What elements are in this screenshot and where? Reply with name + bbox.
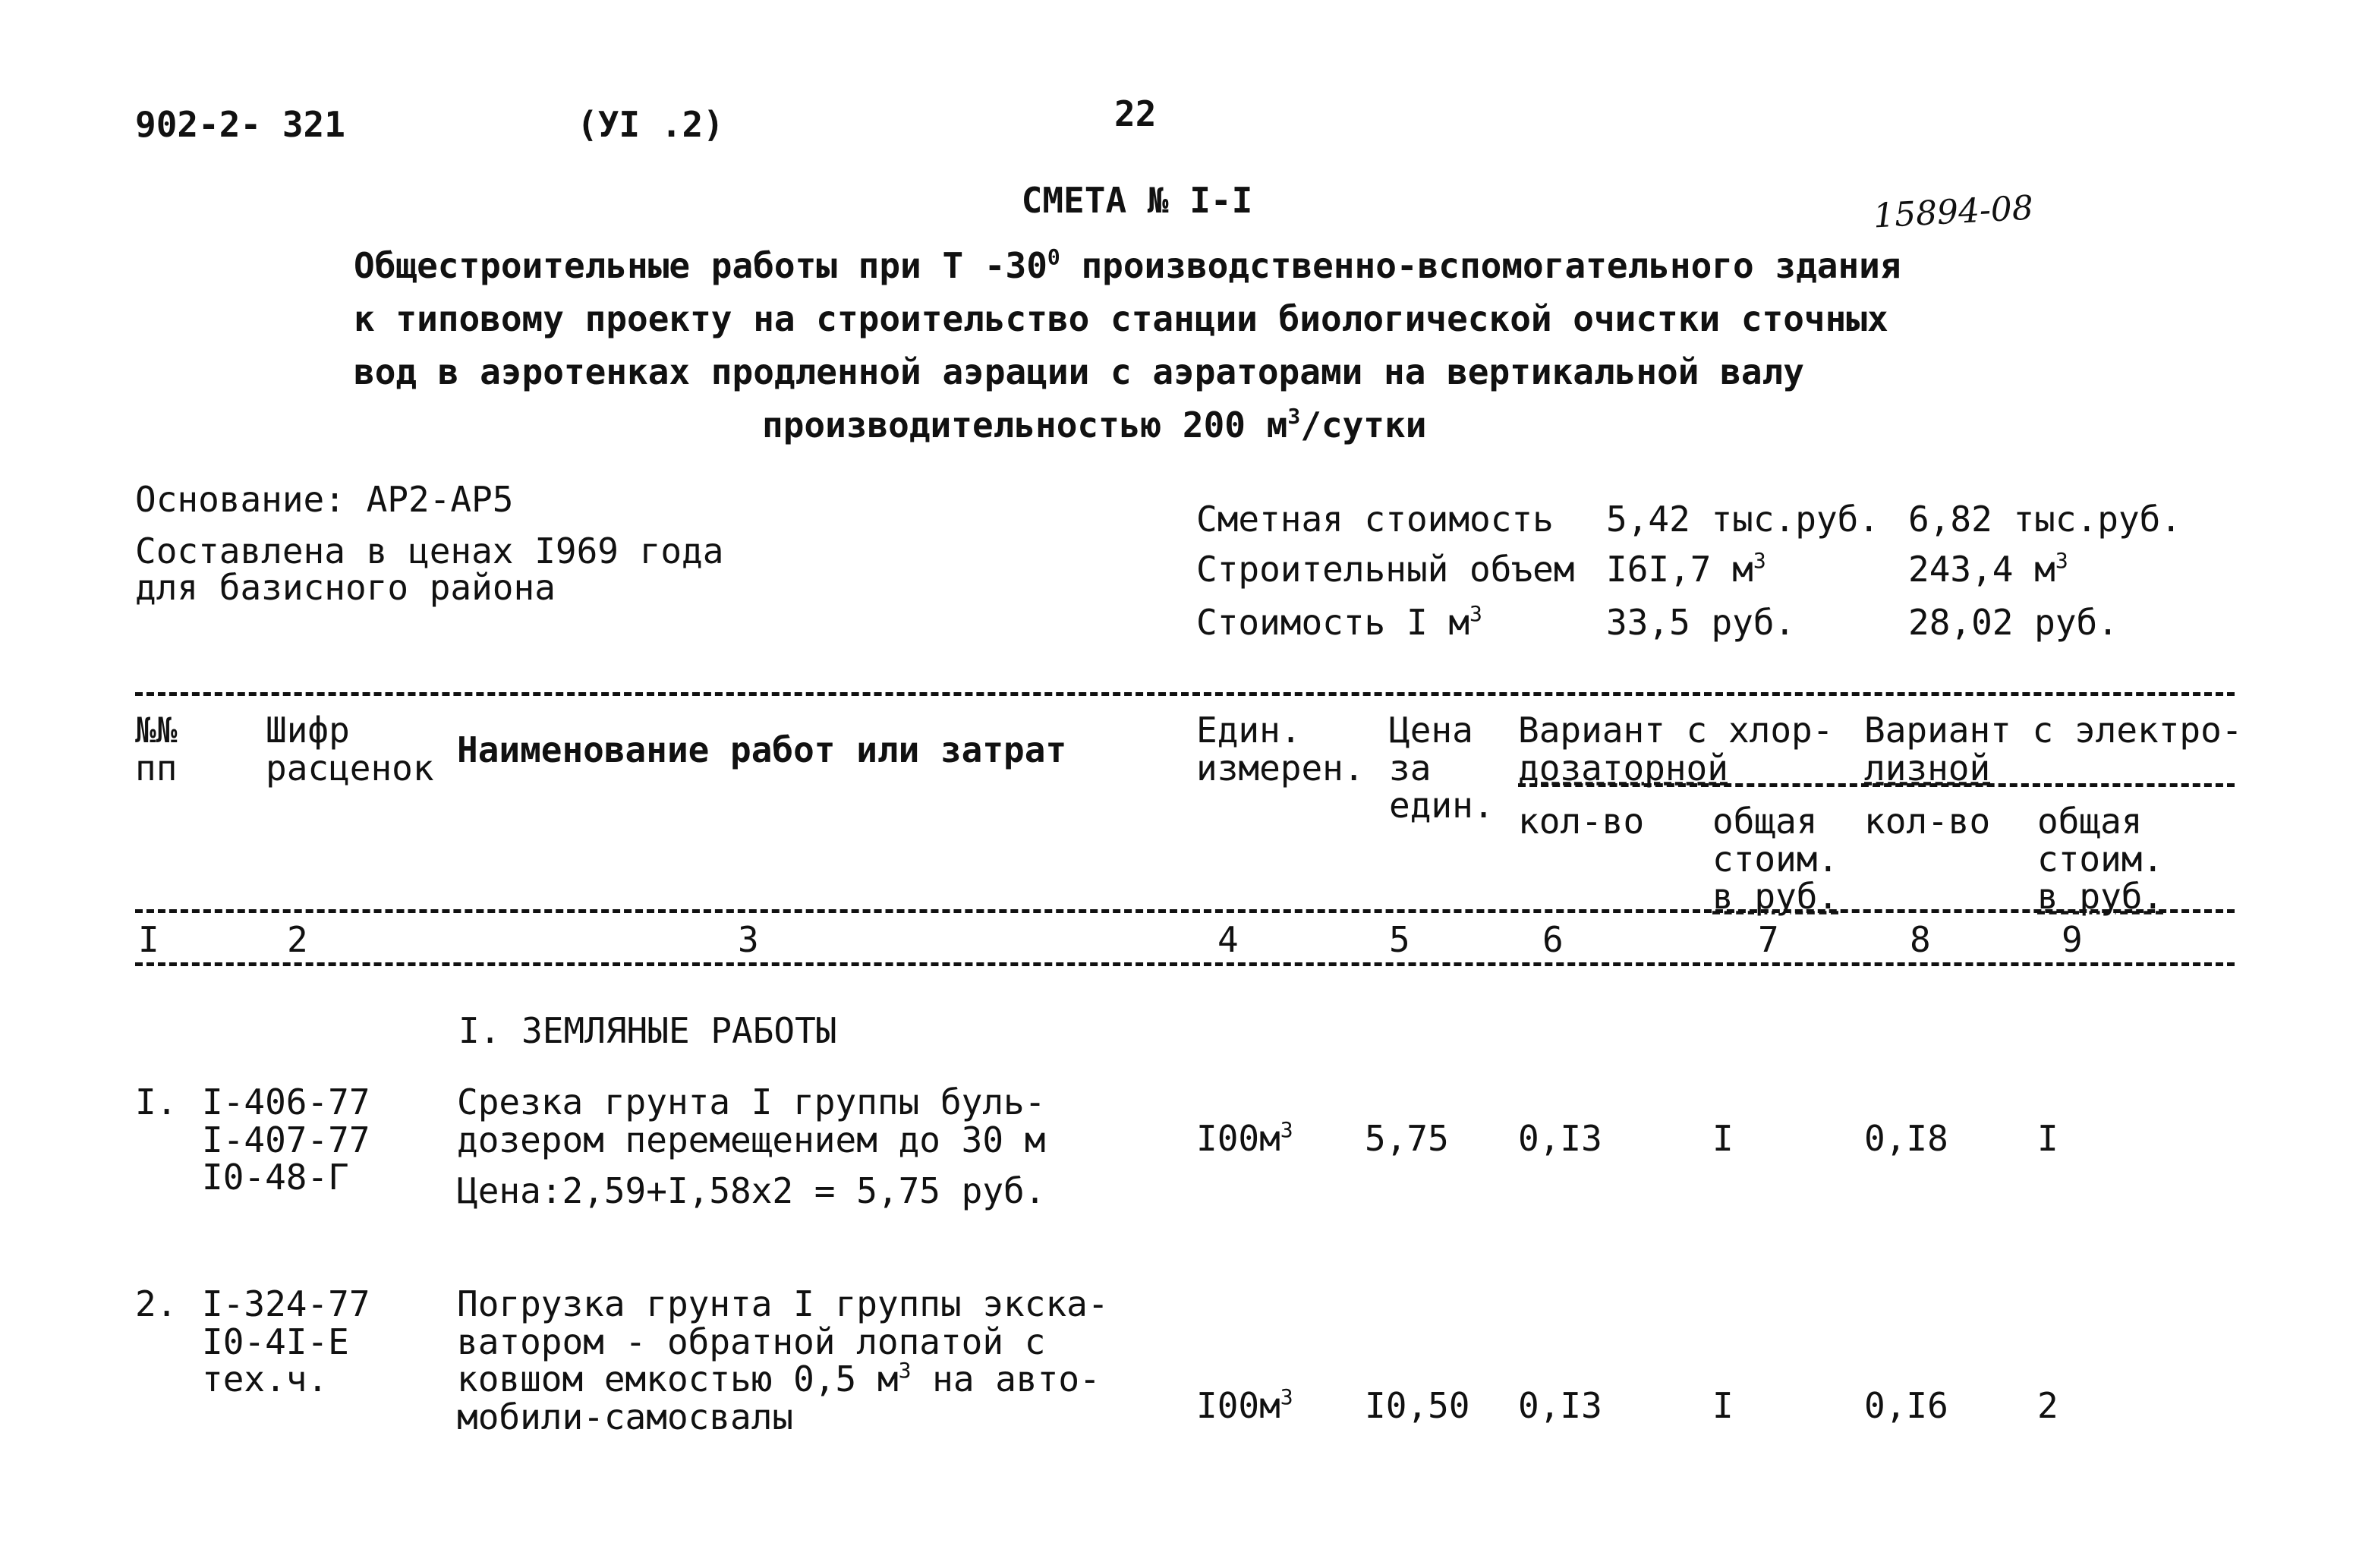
unit-cost-label [1196,601,1482,643]
cost-value-1: 5,42 тыс.руб. [1606,499,1880,540]
header-price-line-1: Цена [1389,710,1473,751]
header-total-2-line-2: стоим. [2037,838,2164,880]
column-numbers-rule [135,962,2235,966]
volume-value-1-text: I6I,7 м [1606,549,1753,590]
table-top-rule [135,692,2235,696]
column-number-7: 7 [1758,919,1779,960]
column-number-3: 3 [738,919,759,960]
volume-1-sup: 3 [1753,548,1766,573]
row-2-price: I0,50 [1365,1385,1470,1426]
header-total-1-line-2: стоим. [1712,838,1839,880]
row-1-code-line-2: I-407-77 [202,1119,370,1160]
row-1-code-line-3: I0-48-Г [202,1157,349,1198]
page-number: 22 [1114,93,1157,134]
header-unit [1196,712,1365,787]
volume-2-sup: 3 [2055,548,2068,573]
row-1-price-formula: Цена:2,59+I,58х2 = 5,75 руб. [457,1170,1046,1212]
header-code-line-2: расценок [266,747,434,789]
row-1-price: 5,75 [1365,1118,1449,1159]
column-number-8: 8 [1910,919,1931,960]
header-variant-2-line-1: Вариант с электро- [1864,710,2243,751]
column-number-6: 6 [1542,919,1564,960]
header-qty-1: кол-во [1518,801,1645,842]
row-2-code [202,1283,370,1400]
header-num [135,712,177,787]
row-2-name-line-1: Погрузка грунта I группы экска- [457,1283,1109,1324]
row-2-name-line-3-text: ковшом емкостью 0,5 м [457,1359,899,1400]
row-2-name-line-2: ватором - обратной лопатой с [457,1321,1046,1362]
row-1-unit [1196,1117,1293,1159]
row-2-code-line-1: I-324-77 [202,1283,370,1324]
header-unit-line-2: измерен. [1196,747,1365,789]
header-variant-2 [1864,712,2243,787]
header-code [266,712,434,787]
row-2-unit-sup: 3 [1280,1384,1293,1409]
unit-cost-label-text: Стоимость I м [1196,602,1470,643]
header-variant-1 [1518,712,1833,787]
column-number-5: 5 [1389,919,1410,960]
row-1-unit-text: I00м [1196,1118,1280,1159]
basis-text: Основание: АР2-АР5 [135,479,514,520]
unit-cost-value-1: 33,5 руб. [1606,602,1796,643]
header-price [1389,712,1494,825]
prices-line-1: Составлена в ценах I969 года [135,531,724,571]
row-1-code-line-1: I-406-77 [202,1082,370,1122]
document-code: 902-2- 321 [135,104,345,145]
header-num-line-2: пп [135,747,178,789]
header-price-line-3: един. [1389,785,1495,827]
title-line-3: вод в аэротенках продленной аэрации с аэраторами на вертикальной валу [354,351,1804,392]
column-number-9: 9 [2062,919,2083,960]
row-2-unit-text: I00м [1196,1385,1280,1426]
handwritten-number: 15894-08 [1872,188,2035,236]
row-1-name [457,1084,1045,1211]
row-2-code-line-3: тех.ч. [202,1359,329,1400]
row-1-qty-1: 0,I3 [1518,1118,1602,1159]
volume-value-2 [1908,548,2068,590]
volume-value-1 [1606,548,1766,590]
cost-value-2: 6,82 тыс.руб. [1908,499,2182,540]
header-total-2-line-1: общая [2037,801,2143,842]
section-title: I. ЗЕМЛЯНЫЕ РАБОТЫ [458,1010,837,1051]
title-line-4-tail: /сутки [1300,405,1427,446]
header-num-line-1: №№ [135,710,178,751]
title-line-1 [354,244,1901,286]
row-1-qty-2: 0,I8 [1864,1118,1948,1159]
header-unit-line-1: Един. [1196,710,1302,751]
row-2-name [457,1283,1109,1438]
header-price-line-2: за [1389,747,1432,789]
row-1-name-line-1: Срезка грунта I группы буль- [457,1082,1046,1122]
row-2-qty-2: 0,I6 [1864,1385,1948,1426]
title-line-4 [762,404,1427,446]
cost-label: Сметная стоимость [1196,499,1554,540]
row-1-total-2: I [2037,1118,2058,1159]
row-2-number: 2. [135,1283,178,1324]
header-total-1 [1712,803,1838,916]
column-number-1: I [138,919,159,960]
title-line-2: к типовому проекту на строительство станции биологической очистки сточных [354,298,1888,339]
unit-cost-value-2: 28,02 руб. [1908,602,2118,643]
cubic-sup: 3 [1287,404,1301,429]
row-1-code [202,1084,370,1197]
volume-label: Строительный объем [1196,549,1575,590]
row-2-name-line-4: мобили-самосвалы [457,1396,794,1438]
row-2-total-1: I [1712,1385,1734,1426]
row-2-name-sup: 3 [898,1358,912,1384]
header-bottom-rule [135,909,2235,913]
header-variant-1-line-1: Вариант с хлор- [1518,710,1834,751]
column-number-4: 4 [1217,919,1239,960]
header-qty-2: кол-во [1864,801,1991,842]
header-variant-1-line-2: дозаторной [1518,747,1728,789]
header-total-1-line-3: в руб. [1712,876,1839,918]
row-2-unit [1196,1384,1293,1426]
row-1-number: I. [135,1082,178,1122]
header-name: Наименование работ или затрат [457,729,1067,770]
row-2-code-line-2: I0-4I-Е [202,1321,349,1362]
estimate-heading: СМЕТА № I-I [1021,180,1253,221]
header-variant-2-line-2: лизной [1864,747,1991,789]
header-total-2 [2037,803,2163,916]
header-total-2-line-3: в руб. [2037,876,2164,918]
header-code-line-1: Шифр [266,710,350,751]
degree-sup: 0 [1047,244,1060,269]
volume-value-2-text: 243,4 м [1908,549,2055,590]
column-number-2: 2 [287,919,308,960]
unit-cost-sup: 3 [1469,601,1482,626]
prices-line-2: для базисного района [135,567,556,608]
title-line-1-tail: производственно-вспомогательного здания [1060,245,1901,286]
album-number: (УI .2) [577,104,724,145]
row-1-total-1: I [1712,1118,1734,1159]
row-2-total-2: 2 [2037,1385,2058,1426]
header-total-1-line-1: общая [1712,801,1818,842]
row-2-qty-1: 0,I3 [1518,1385,1602,1426]
row-1-unit-sup: 3 [1280,1117,1293,1142]
row-2-name-line-3 [457,1358,1109,1400]
row-2-name-line-3-tail: на авто- [911,1359,1101,1400]
title-line-1-text: Общестроительные работы при Т -30 [354,245,1047,286]
row-1-name-line-2: дозером перемещением до 30 м [457,1119,1046,1160]
title-line-4-text: производительностью 200 м [762,405,1288,446]
